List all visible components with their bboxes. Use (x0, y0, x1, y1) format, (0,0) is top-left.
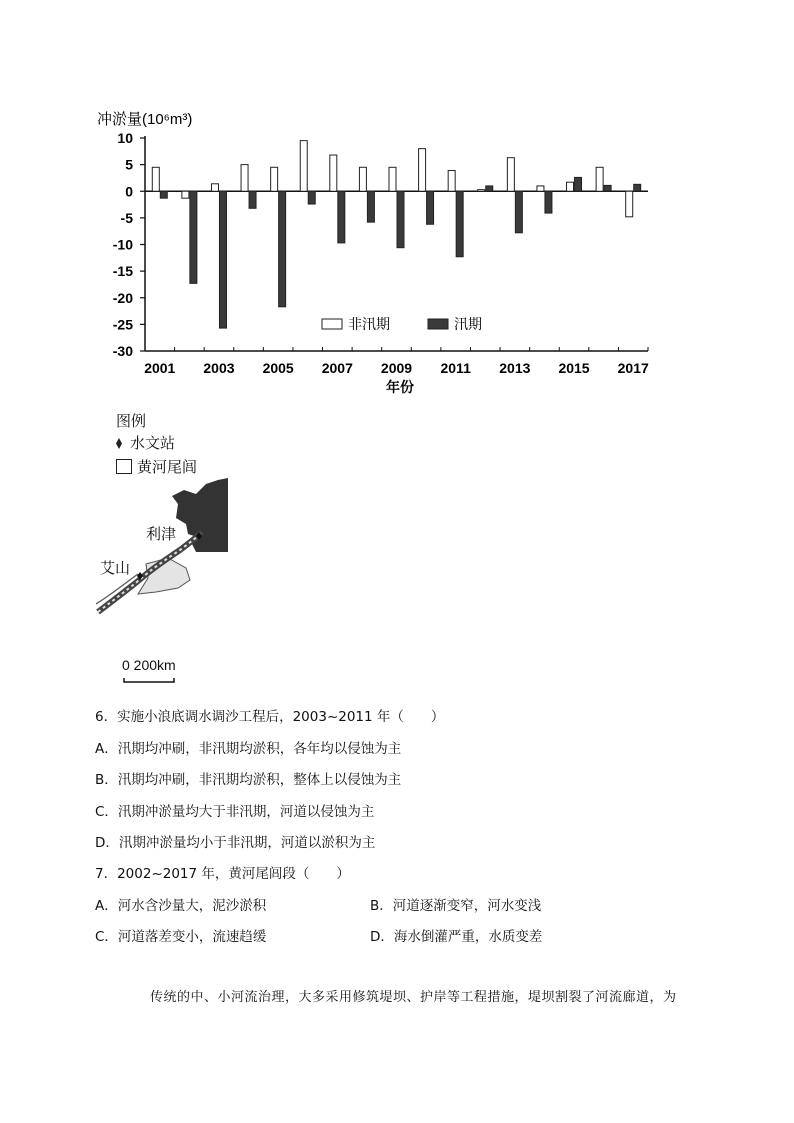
sea-area-shape (172, 478, 228, 552)
bar-flood (219, 191, 226, 328)
x-tick-label: 2017 (617, 360, 649, 376)
legend-swatch (322, 319, 342, 329)
y-tick-label: -15 (112, 263, 133, 280)
y-tick-label: -10 (112, 236, 133, 253)
y-tick-label: -25 (112, 316, 133, 333)
bar-non-flood (567, 182, 574, 191)
chart-legend (322, 317, 482, 333)
bar-flood (515, 191, 522, 233)
y-tick-label: -5 (120, 209, 133, 226)
question-6-option-b: B．汛期均冲刷，非汛期均淤积，整体上以侵蚀为主 (95, 772, 402, 788)
question-6-stem: 6．实施小浪底调水调沙工程后，2003~2011 年（ ） (95, 709, 445, 725)
y-tick-label: 5 (125, 156, 133, 173)
bar-non-flood (330, 155, 337, 191)
sediment-bar-chart (0, 0, 794, 400)
bar-non-flood (507, 158, 514, 192)
bar-flood (486, 186, 493, 191)
bar-flood (427, 191, 434, 224)
question-7-option-d: D．海水倒灌严重，水质变差 (370, 929, 543, 945)
legend-label: 非汛期 (348, 317, 390, 333)
bar-non-flood (537, 186, 544, 191)
map-figure (96, 408, 296, 688)
x-tick-label: 2001 (144, 360, 176, 376)
scale-label: 0 200km (122, 657, 176, 673)
y-axis-label: 冲淤量(10⁶m³) (97, 111, 193, 128)
y-axis (113, 130, 145, 359)
bar-non-flood (389, 167, 396, 191)
y-tick-label: -30 (112, 343, 133, 359)
bar-non-flood (271, 167, 278, 191)
bar-flood (338, 191, 345, 243)
bar-non-flood (596, 167, 603, 191)
bar-flood (249, 191, 256, 208)
bar-flood (279, 191, 286, 307)
label-aishan: 艾山 (100, 559, 131, 577)
y-tick-label: -20 (112, 289, 133, 306)
bar-non-flood (241, 165, 248, 192)
bar-flood (160, 191, 167, 198)
question-6-option-a: A．汛期均冲刷，非汛期均淤积，各年均以侵蚀为主 (95, 741, 402, 757)
bar-flood (575, 177, 582, 191)
legend-label: 汛期 (454, 317, 482, 333)
x-tick-label: 2009 (380, 360, 413, 376)
bar-flood (456, 191, 463, 256)
bar-non-flood (448, 170, 455, 191)
legend-swatch (428, 319, 448, 329)
x-tick-label: 2007 (321, 360, 353, 376)
x-tick-label: 2015 (558, 360, 590, 376)
bar-flood (545, 191, 552, 213)
y-tick-label: 10 (117, 130, 133, 146)
bar-non-flood (211, 184, 218, 191)
bar-non-flood (152, 167, 159, 191)
bar-flood (634, 184, 641, 191)
question-7-option-a: A．河水含沙量大，泥沙淤积 (95, 898, 267, 914)
bar-non-flood (300, 141, 307, 192)
bar-non-flood (182, 191, 189, 198)
bars (152, 141, 640, 328)
question-7-stem: 7．2002~2017 年，黄河尾闾段（ ） (95, 866, 350, 882)
river-map (96, 408, 296, 688)
bar-flood (397, 191, 404, 247)
x-tick-label: 2013 (499, 360, 531, 376)
bar-non-flood (478, 190, 485, 192)
label-lijin: 利津 (146, 525, 177, 543)
legend-station-label: 水文站 (130, 434, 176, 452)
question-7-option-c: C．河道落差变小，流速趋缓 (95, 929, 267, 945)
bar-non-flood (419, 149, 426, 192)
bar-non-flood (359, 167, 366, 191)
bar-flood (190, 191, 197, 283)
question-6-option-d: D．汛期冲淤量均小于非汛期，河道以淤积为主 (95, 835, 376, 851)
x-axis-label: 年份 (386, 379, 414, 395)
bar-flood (367, 191, 374, 222)
question-6-option-c: C．汛期冲淤量均大于非汛期，河道以侵蚀为主 (95, 804, 375, 820)
x-tick-label: 2003 (203, 360, 235, 376)
passage-text: 传统的中、小河流治理，大多采用修筑堤坝、护岸等工程措施，堤坝割裂了河流廊道，为 (150, 990, 677, 1005)
bar-flood (604, 185, 611, 191)
bar-non-flood (626, 191, 633, 217)
bar-flood (308, 191, 315, 204)
map-legend-title: 图例 (116, 412, 147, 430)
legend-region-label: 黄河尾闾 (137, 458, 198, 476)
y-tick-label: 0 (125, 183, 133, 200)
question-7-option-b: B．河道逐渐变窄，河水变浅 (370, 898, 542, 914)
x-tick-label: 2011 (440, 360, 471, 376)
x-tick-label: 2005 (262, 360, 294, 376)
scale-bar (124, 678, 174, 682)
